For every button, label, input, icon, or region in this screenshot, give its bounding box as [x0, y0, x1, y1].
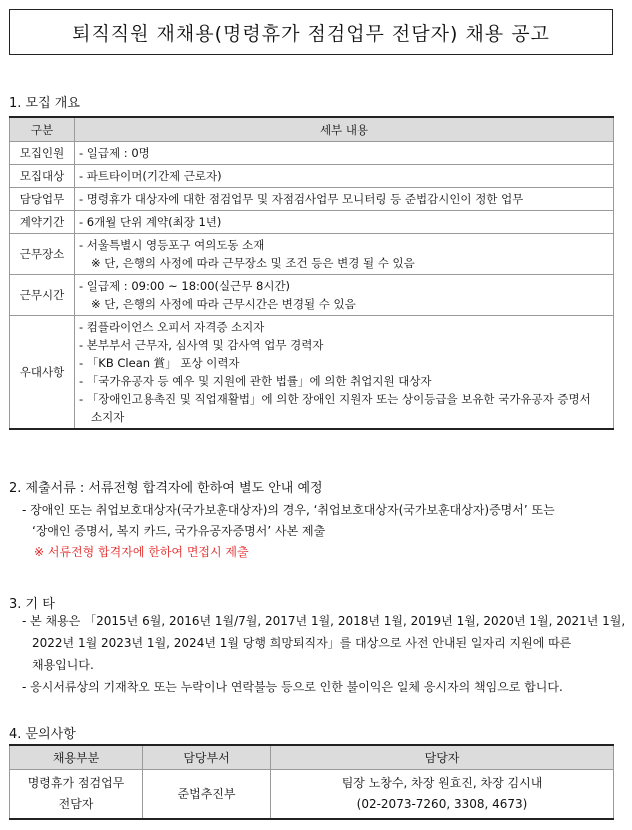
table-row	[10, 770, 614, 820]
row-detail	[75, 234, 614, 275]
col-header-category: 구분	[10, 117, 75, 142]
detail-line: - 파트타이머(기간제 근로자)	[79, 169, 222, 183]
section-3-line: 채용입니다.	[32, 658, 94, 672]
section-3-line: - 본 채용은 「2015년 6월, 2016년 1월/7월, 2017년 1월, 2018년 1월, 2019년 1월, 2020년 1월, 2021년 1월,	[22, 614, 626, 628]
row-label: 담당업무	[10, 188, 75, 211]
cell-line: 명령휴가 점검업무	[27, 776, 125, 790]
row-label: 우대사항	[10, 316, 75, 430]
detail-line: - 일급제 : 09:00 ~ 18:00(실근무 8시간)	[79, 279, 291, 293]
row-detail	[75, 188, 614, 211]
row-label: 계약기간	[10, 211, 75, 234]
detail-line: 소지자	[91, 410, 125, 424]
section-3-heading: 3. 기 타	[9, 597, 55, 612]
row-detail	[75, 142, 614, 165]
contact-table	[9, 744, 614, 820]
cell-line: 팀장 노창수, 차장 원효진, 차장 김시내	[341, 776, 543, 790]
row-label: 모집인원	[10, 142, 75, 165]
table-row	[10, 234, 614, 275]
detail-line: - 「장애인고용촉진 및 직업재활법」에 의한 장애인 지원자 또는 상이등급을 보유한 국가유공자 증명서	[79, 392, 591, 406]
table-row	[10, 165, 614, 188]
table-row	[10, 316, 614, 430]
recruit-overview-table	[9, 116, 614, 430]
detail-line: - 「KB Clean 賞」 포상 이력자	[79, 356, 240, 370]
section-2-line: - 장애인 또는 취업보호대상자(국가보훈대상자)의 경우, ‘취업보호대상자(국가보훈대상자)증명서’ 또는	[22, 503, 555, 517]
cell-line: (02-2073-7260, 3308, 4673)	[356, 797, 528, 811]
row-label: 모집대상	[10, 165, 75, 188]
detail-line: ※ 단, 은행의 사정에 따라 근무장소 및 조건 등은 변경 될 수 있음	[91, 256, 415, 270]
detail-line: - 명령휴가 대상자에 대한 점검업무 및 자점검사업무 모니터링 등 준법감시인이 정한 업무	[79, 192, 524, 206]
col-header-contact: 담당자	[271, 745, 614, 770]
detail-line: - 일급제 : 0명	[79, 146, 150, 160]
table-row	[10, 275, 614, 316]
table-row	[10, 211, 614, 234]
detail-line: ※ 단, 은행의 사정에 따라 근무시간은 변경될 수 있음	[91, 297, 356, 311]
col-header-dept: 담당부서	[143, 745, 271, 770]
section-3-line: 2022년 1월 2023년 1월, 2024년 1월 당행 희망퇴직자」를 대상으로 사전 안내된 일자리 지원에 따른	[32, 636, 572, 650]
contact-cell	[271, 770, 614, 820]
row-detail	[75, 211, 614, 234]
table-row	[10, 142, 614, 165]
detail-line: - 「국가유공자 등 예우 및 지원에 관한 법률」에 의한 취업지원 대상자	[79, 374, 432, 388]
row-label: 근무시간	[10, 275, 75, 316]
row-detail	[75, 316, 614, 430]
row-detail	[75, 165, 614, 188]
section-2-line: ‘장애인 증명서, 복지 카드, 국가유공자증명서’ 사본 제출	[32, 524, 326, 538]
section-3-line: - 응시서류상의 기재착오 또는 누락이나 연락불능 등으로 인한 불이익은 일체 응시자의 책임으로 합니다.	[22, 680, 563, 694]
dept-cell: 준법추진부	[143, 770, 271, 820]
row-detail	[75, 275, 614, 316]
cell-line: 전담자	[58, 797, 94, 811]
detail-line: - 6개월 단위 계약(최장 1년)	[79, 215, 222, 229]
col-header-detail: 세부 내용	[75, 117, 614, 142]
detail-line: - 컴플라이언스 오피서 자격증 소지자	[79, 320, 265, 334]
table-row	[10, 188, 614, 211]
section-2-heading: 2. 제출서류 : 서류전형 합격자에 한하여 별도 안내 예정	[9, 481, 323, 496]
col-header-position: 채용부분	[10, 745, 143, 770]
section-2-note: ※ 서류전형 합격자에 한하여 면접시 제출	[34, 545, 249, 559]
table-header-row	[10, 745, 614, 770]
row-label: 근무장소	[10, 234, 75, 275]
page-title: 퇴직직원 재채용(명령휴가 점검업무 전담자) 채용 공고	[9, 9, 613, 55]
section-4-heading: 4. 문의사항	[9, 727, 76, 742]
section-1-heading: 1. 모집 개요	[9, 96, 80, 111]
table-header-row	[10, 117, 614, 142]
detail-line: - 서울특별시 영등포구 여의도동 소재	[79, 238, 265, 252]
detail-line: - 본부부서 근무자, 심사역 및 감사역 업무 경력자	[79, 338, 324, 352]
position-cell	[10, 770, 143, 820]
